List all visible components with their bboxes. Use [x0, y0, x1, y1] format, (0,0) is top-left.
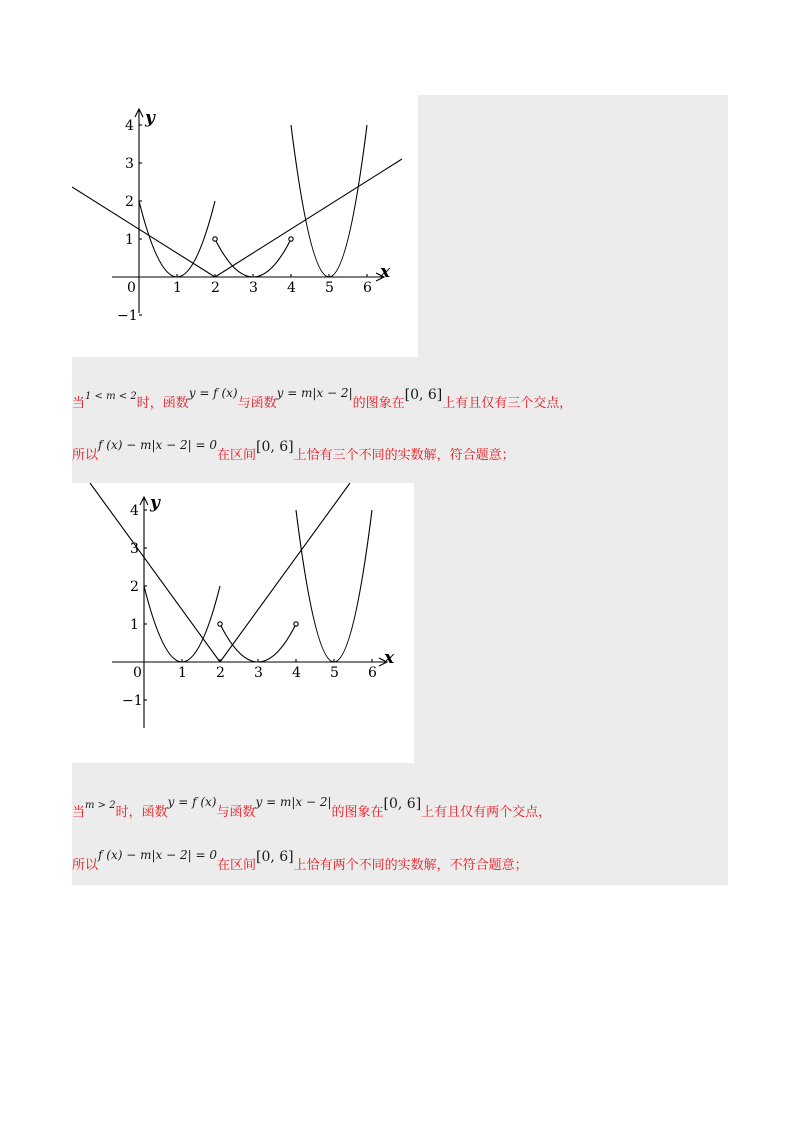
y-tick-1: 1 — [125, 232, 134, 248]
line-y-m-abs-x-minus-2-left — [72, 187, 215, 277]
interval-math: [0, 6] — [255, 439, 294, 455]
text-and-function: 与函数 — [237, 396, 277, 411]
function-g-math: y = m|x − 2| — [276, 386, 353, 400]
y-tick-2: 2 — [125, 194, 134, 210]
text-in-interval: 在区间 — [216, 448, 256, 463]
parabola-piece-2-4 — [220, 624, 296, 662]
parabola-piece-4-6 — [296, 510, 372, 662]
x-tick-2: 2 — [211, 280, 220, 296]
x-tick-1: 1 — [178, 665, 187, 681]
function-f-math: y = f (x) — [167, 795, 217, 809]
case1-line2 — [72, 438, 515, 463]
origin-label: 0 — [127, 280, 136, 296]
open-point-4-1 — [289, 237, 293, 241]
text-conclusion: 上恰有三个不同的实数解，符合题意； — [293, 448, 515, 463]
x-tick-3: 3 — [254, 665, 263, 681]
text-in-interval: 在区间 — [216, 858, 256, 873]
function-f-math: y = f (x) — [188, 386, 238, 400]
text-and-function: 与函数 — [216, 805, 256, 820]
text-graph-on: 的图象在 — [352, 396, 405, 411]
x-tick-2: 2 — [216, 665, 225, 681]
interval-math: [0, 6] — [404, 387, 443, 403]
parabola-piece-0-2 — [144, 586, 220, 662]
y-tick-2: 2 — [130, 579, 139, 595]
open-point-2-1 — [213, 237, 217, 241]
x-tick-6: 6 — [368, 665, 377, 681]
graph-1-svg — [72, 95, 418, 357]
text-intersections: 上有且仅有两个交点， — [421, 805, 552, 820]
y-tick-neg1: −1 — [122, 693, 143, 709]
interval-math: [0, 6] — [383, 796, 422, 812]
function-g-math: y = m|x − 2| — [255, 795, 332, 809]
x-tick-3: 3 — [249, 280, 258, 296]
text-when: 当 — [72, 396, 86, 411]
x-tick-5: 5 — [325, 280, 334, 296]
x-tick-1: 1 — [173, 280, 182, 296]
x-tick-6: 6 — [363, 280, 372, 296]
origin-label: 0 — [133, 665, 142, 681]
text-conclusion: 上恰有两个不同的实数解，不符合题意； — [293, 858, 528, 873]
line-y-m-abs-x-minus-2-right — [220, 483, 350, 662]
x-tick-4: 4 — [292, 665, 301, 681]
text-intersections: 上有且仅有三个交点， — [442, 396, 573, 411]
case2-line1 — [72, 795, 552, 820]
x-tick-4: 4 — [287, 280, 296, 296]
condition-math: m > 2 — [85, 800, 116, 811]
graph-figure-1 — [72, 95, 418, 357]
y-axis-label: y — [145, 108, 155, 128]
y-tick-3: 3 — [125, 156, 134, 172]
y-tick-neg1: −1 — [117, 308, 138, 324]
text-so: 所以 — [72, 858, 99, 873]
parabola-piece-4-6 — [291, 125, 367, 277]
graph-2-svg — [72, 483, 414, 763]
y-tick-1: 1 — [130, 617, 139, 633]
text-when: 当 — [72, 805, 86, 820]
y-tick-3: 3 — [130, 541, 139, 557]
open-point-4-1 — [294, 622, 298, 626]
case1-line1 — [72, 386, 573, 411]
text-function: 时，函数 — [115, 805, 168, 820]
equation-math: f (x) − m|x − 2| = 0 — [98, 438, 217, 452]
graph-figure-2 — [72, 483, 414, 763]
line-y-m-abs-x-minus-2-right — [215, 159, 402, 277]
open-point-2-1 — [218, 622, 222, 626]
parabola-piece-0-2 — [139, 201, 215, 277]
text-function: 时，函数 — [136, 396, 189, 411]
x-tick-5: 5 — [330, 665, 339, 681]
parabola-piece-2-4 — [215, 239, 291, 277]
y-tick-4: 4 — [130, 503, 139, 519]
x-axis-label: x — [384, 648, 395, 668]
case2-line2 — [72, 848, 528, 873]
y-axis-label: y — [150, 493, 160, 513]
equation-math: f (x) − m|x − 2| = 0 — [98, 848, 217, 862]
x-axis-label: x — [380, 262, 391, 282]
interval-math: [0, 6] — [255, 849, 294, 865]
condition-math: 1 < m < 2 — [85, 391, 137, 402]
y-tick-4: 4 — [125, 118, 134, 134]
text-so: 所以 — [72, 448, 99, 463]
text-graph-on: 的图象在 — [331, 805, 384, 820]
